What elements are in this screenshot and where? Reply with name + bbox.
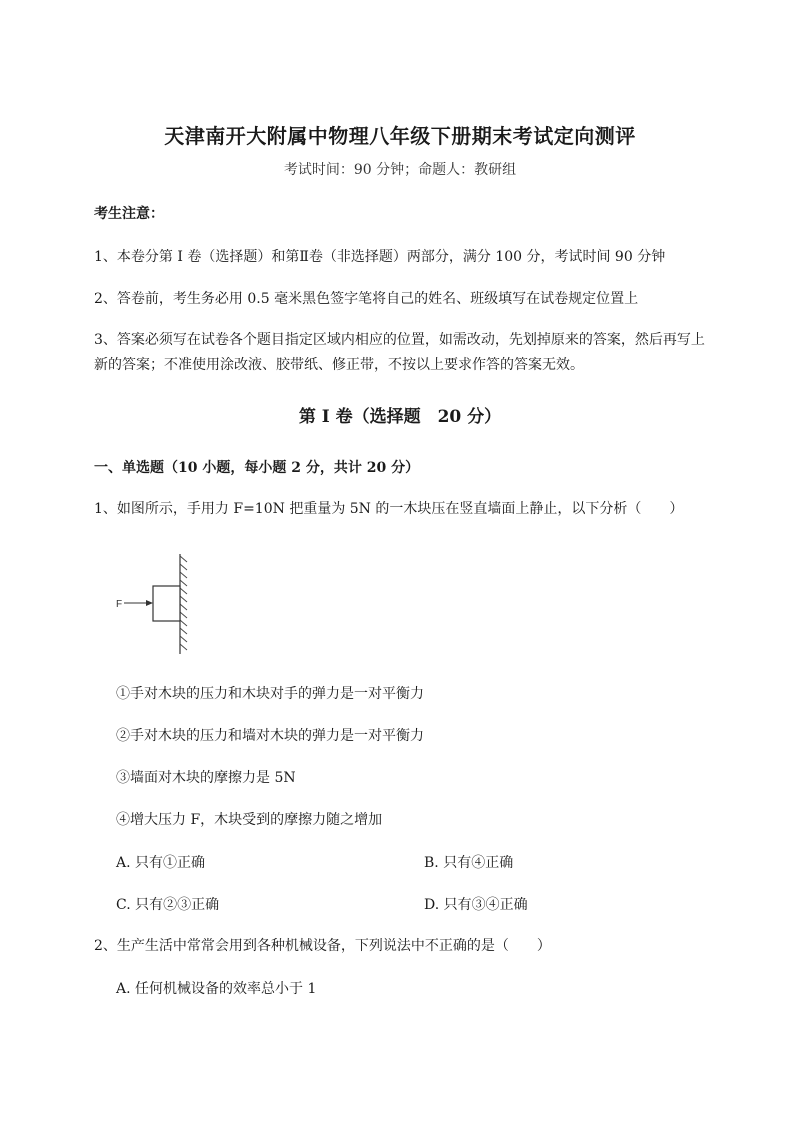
force-label: F — [116, 599, 123, 610]
notice-item-3: 3、答案必须写在试卷各个题目指定区域内相应的位置，如需改动，先划掉原来的答案，然后再写上新的答案；不准使用涂改液、胶带纸、修正带，不按以上要求作答的答案无效。 — [94, 332, 705, 373]
force-arrow-head — [146, 600, 153, 606]
statement-4: ④增大压力 F，木块受到的摩擦力随之增加 — [116, 812, 383, 828]
q1-option-a: A. 只有①正确 — [116, 855, 206, 871]
notice-item-2: 2、答卷前，考生务必用 0.5 毫米黑色签字笔将自己的姓名、班级填写在试卷规定位置上 — [94, 291, 639, 307]
question-2-stem: 2、生产生活中常常会用到各种机械设备，下列说法中不正确的是（ ） — [94, 938, 551, 954]
section-title: 第 I 卷（选择题 20 分） — [298, 407, 502, 427]
q2-option-a: A. 任何机械设备的效率总小于 1 — [116, 981, 317, 997]
statement-1: ①手对木块的压力和木块对手的弹力是一对平衡力 — [116, 686, 424, 702]
wall-hatching — [180, 556, 187, 650]
notice-item-1: 1、本卷分第 I 卷（选择题）和第Ⅱ卷（非选择题）两部分，满分 100 分，考试时间 90 分钟 — [94, 249, 666, 265]
wooden-block — [153, 586, 180, 621]
statement-2: ②手对木块的压力和墙对木块的弹力是一对平衡力 — [116, 728, 424, 744]
part-heading: 一、单选题（10 小题，每小题 2 分，共计 20 分） — [94, 460, 420, 476]
q1-option-b: B. 只有④正确 — [424, 855, 514, 871]
exam-info: 考试时间：90 分钟；命题人：教研组 — [283, 162, 517, 178]
q1-option-d: D. 只有③④正确 — [424, 897, 528, 913]
statement-3: ③墙面对木块的摩擦力是 5N — [116, 770, 296, 786]
notice-heading: 考生注意： — [94, 206, 164, 222]
q1-option-c: C. 只有②③正确 — [116, 897, 220, 913]
block-wall-figure — [108, 548, 208, 658]
page-title: 天津南开大附属中物理八年级下册期末考试定向测评 — [164, 124, 636, 148]
question-1-stem: 1、如图所示，手用力 F=10N 把重量为 5N 的一木块压在竖直墙面上静止，以下分析（ ） — [94, 501, 684, 517]
